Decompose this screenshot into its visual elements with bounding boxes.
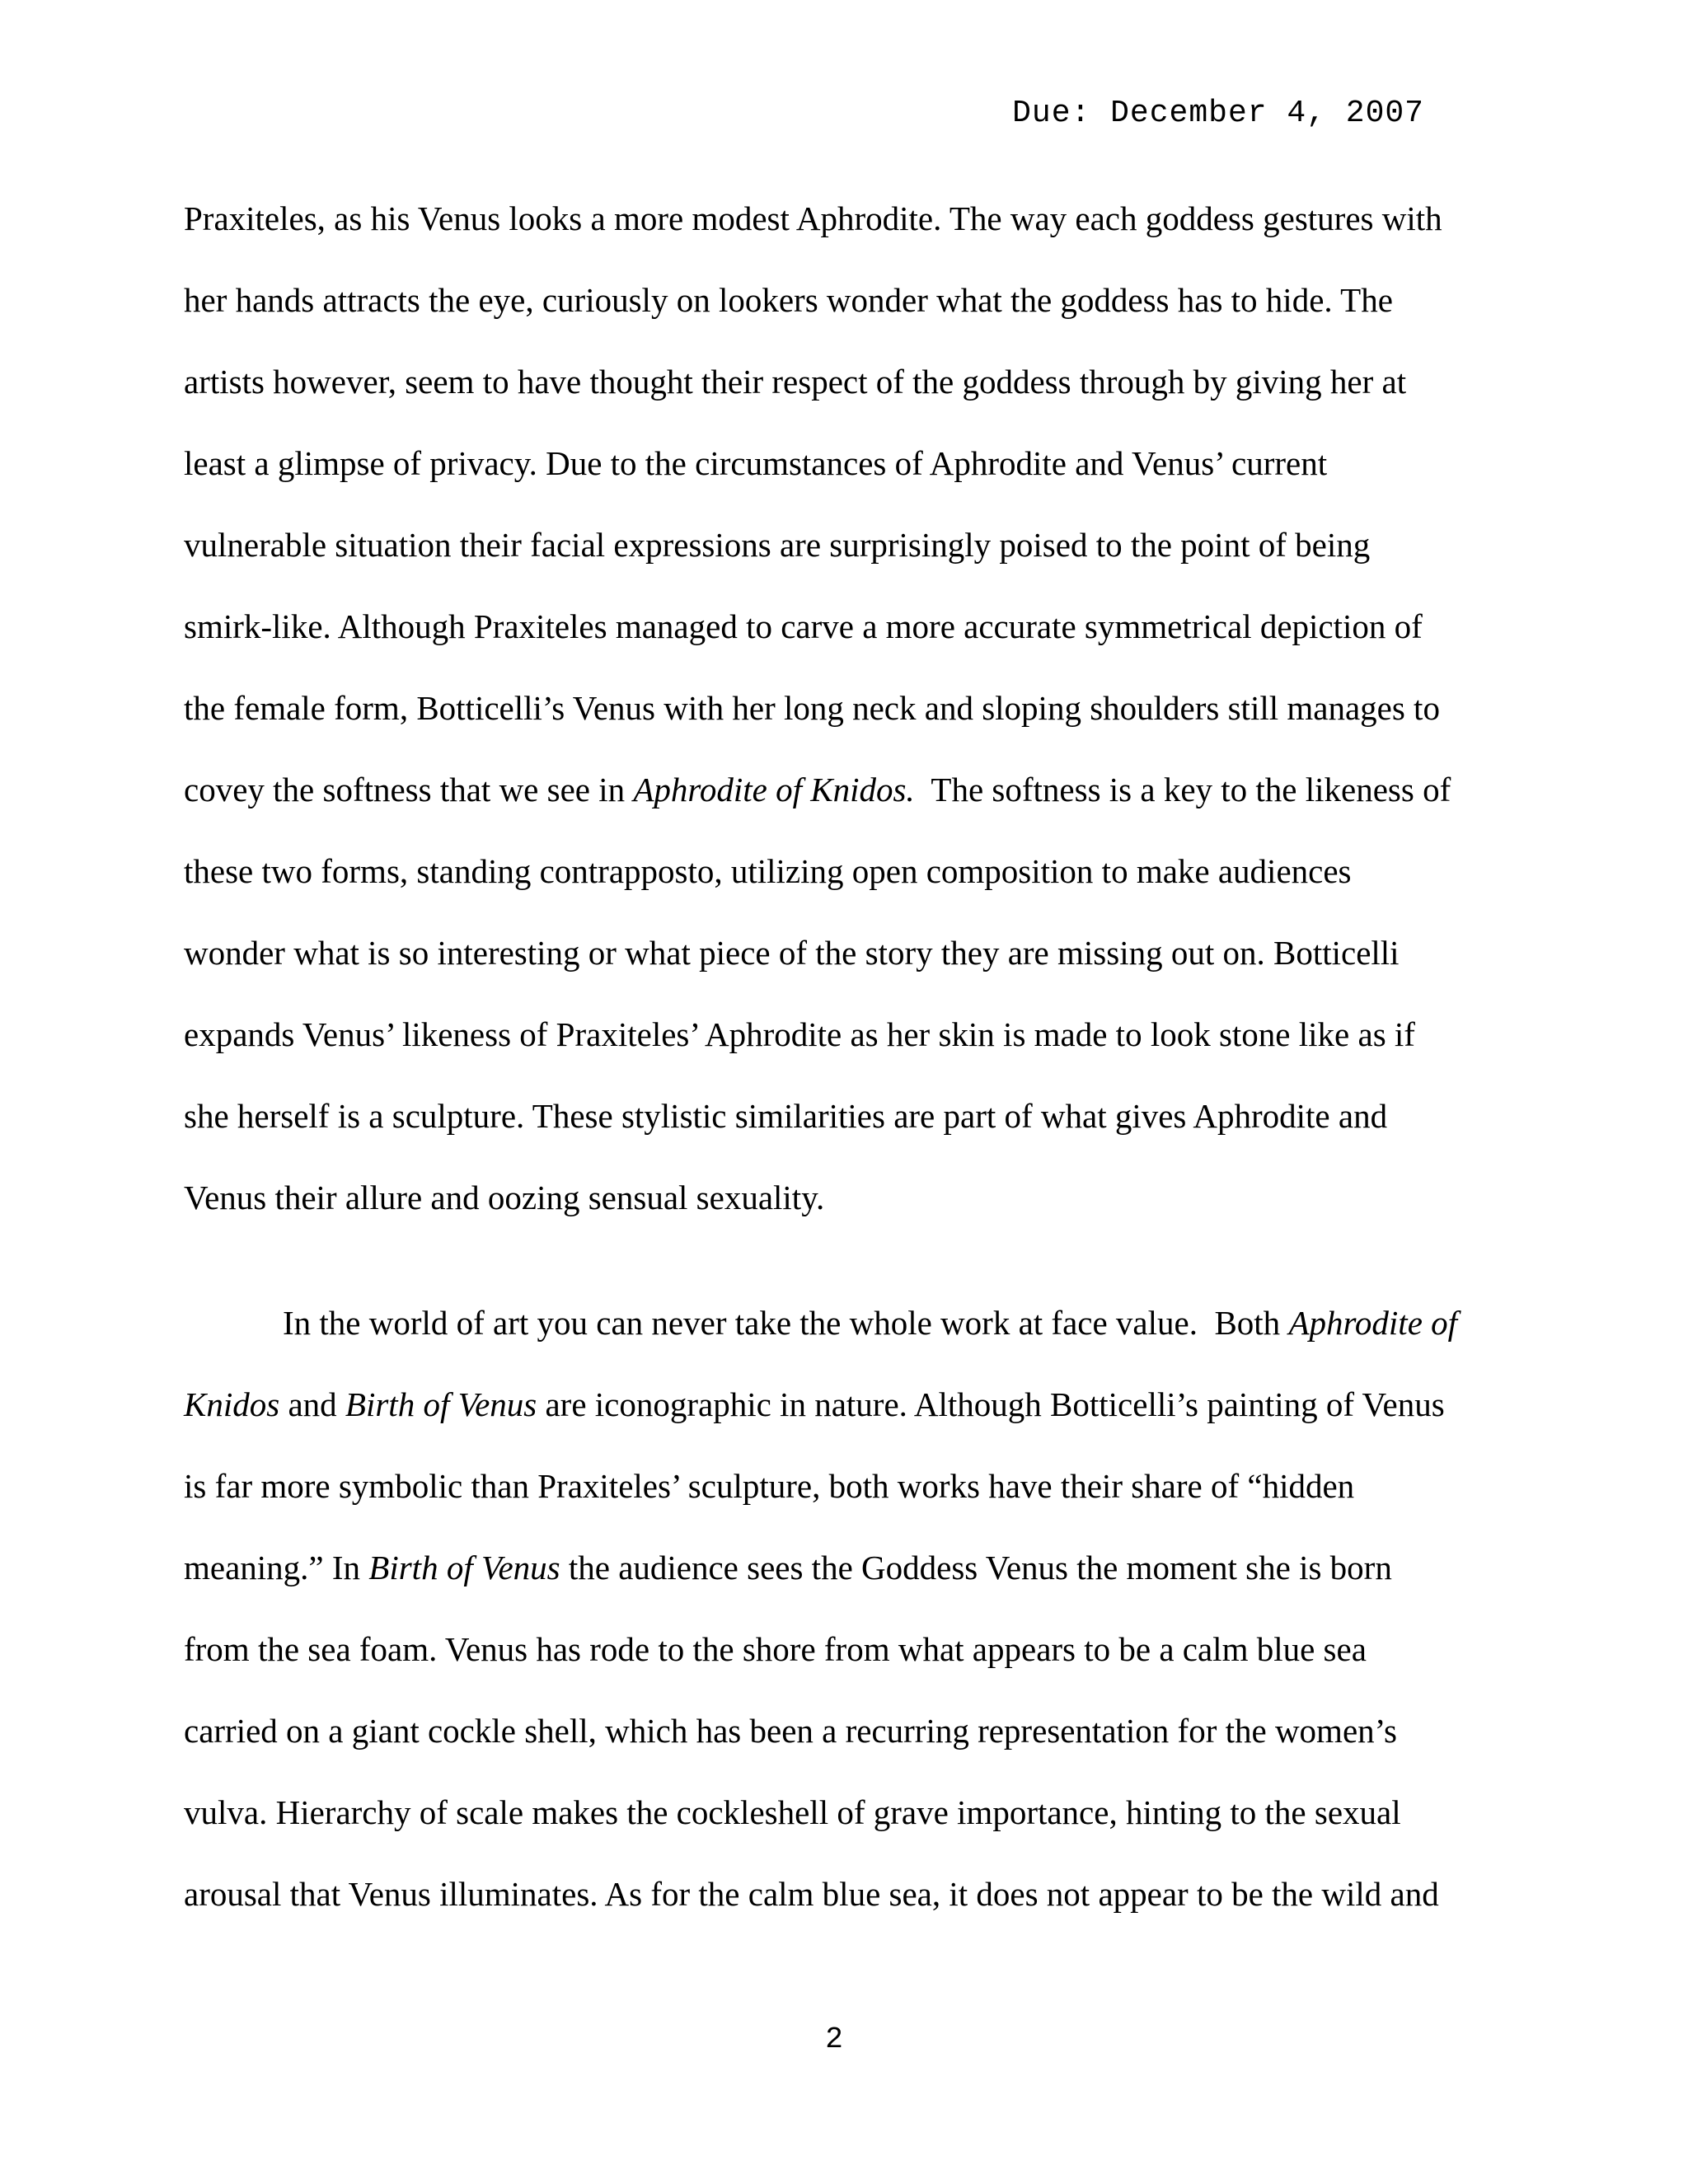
due-date-header: Due: December 4, 2007 bbox=[1012, 96, 1424, 131]
paragraph-line bbox=[184, 1290, 1536, 1371]
paragraph-line: smirk-like. Although Praxiteles managed to carve a more accurate symmetrical depiction of bbox=[184, 607, 1423, 645]
paragraph-line bbox=[184, 1535, 1536, 1616]
paragraph-line: least a glimpse of privacy. Due to the circumstances of Aphrodite and Venus’ current bbox=[184, 444, 1328, 482]
paragraph-line: vulva. Hierarchy of scale makes the cockleshell of grave importance, hinting to the sexual bbox=[184, 1793, 1401, 1831]
italic-title: Birth of Venus bbox=[345, 1385, 537, 1423]
paragraph-line: wonder what is so interesting or what piece of the story they are missing out on. Botticelli bbox=[184, 934, 1400, 972]
paragraph-line: her hands attracts the eye, curiously on lookers wonder what the goddess has to hide. The bbox=[184, 281, 1393, 319]
paragraph-line: these two forms, standing contrapposto, utilizing open composition to make audiences bbox=[184, 852, 1352, 890]
essay-body bbox=[184, 185, 1536, 1943]
paragraph-line: artists however, seem to have thought their respect of the goddess through by giving her at bbox=[184, 363, 1407, 401]
paragraph-line: is far more symbolic than Praxiteles’ sculpture, both works have their share of “hidden bbox=[184, 1467, 1355, 1505]
text-run: meaning.” In bbox=[184, 1549, 369, 1586]
italic-title: Knidos bbox=[184, 1385, 280, 1423]
paragraph-line: the female form, Botticelli’s Venus with her long neck and sloping shoulders still manages to bbox=[184, 689, 1440, 727]
paragraph-line: arousal that Venus illuminates. As for the calm blue sea, it does not appear to be the wild and bbox=[184, 1875, 1439, 1913]
paragraph-line: vulnerable situation their facial expressions are surprisingly poised to the point of being bbox=[184, 526, 1371, 564]
text-run: and bbox=[279, 1385, 345, 1423]
italic-title: Birth of Venus bbox=[368, 1549, 560, 1586]
paragraph-1 bbox=[184, 185, 1536, 1246]
text-run: covey the softness that we see in bbox=[184, 771, 634, 808]
italic-title: Aphrodite of bbox=[1288, 1304, 1458, 1342]
text-run: the audience sees the Goddess Venus the moment she is born bbox=[560, 1549, 1392, 1586]
italic-title: Aphrodite of Knidos. bbox=[633, 771, 915, 808]
paragraph-2 bbox=[184, 1290, 1536, 1943]
page-number: 2 bbox=[825, 2022, 843, 2056]
paragraph-line bbox=[184, 757, 1536, 838]
text-run: The softness is a key to the likeness of bbox=[914, 771, 1451, 808]
paragraph-line: Praxiteles, as his Venus looks a more modest Aphrodite. The way each goddess gestures with bbox=[184, 199, 1442, 237]
paragraph-line: expands Venus’ likeness of Praxiteles’ Aphrodite as her skin is made to look stone like as if bbox=[184, 1015, 1415, 1053]
paragraph-line: she herself is a sculpture. These stylistic similarities are part of what gives Aphrodite and bbox=[184, 1097, 1388, 1135]
text-run: are iconographic in nature. Although Botticelli’s painting of Venus bbox=[537, 1385, 1445, 1423]
text-run: In the world of art you can never take the whole work at face value. Both bbox=[283, 1304, 1289, 1342]
paragraph-line bbox=[184, 1371, 1536, 1453]
paragraph-line: carried on a giant cockle shell, which has been a recurring representation for the women’s bbox=[184, 1712, 1397, 1750]
paragraph-line: from the sea foam. Venus has rode to the shore from what appears to be a calm blue sea bbox=[184, 1630, 1367, 1668]
paragraph-spacer bbox=[184, 1246, 1536, 1290]
paragraph-line: Venus their allure and oozing sensual sexuality. bbox=[184, 1179, 825, 1216]
